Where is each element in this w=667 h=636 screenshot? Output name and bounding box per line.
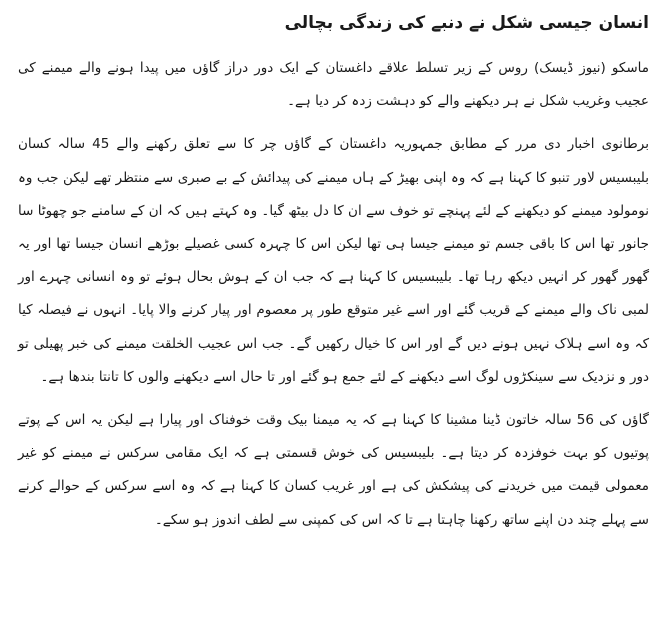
article-paragraph-intro: ماسکو (نیوز ڈیسک) روس کے زیر تسلط علاقے داغستان کے ایک دور دراز گاؤں میں پیدا ہونے والے میمنے کی عجیب وغریب شکل نے ہر دیکھنے والے کو دہشت زدہ کر دیا ہے۔ bbox=[18, 60, 649, 110]
article-paragraph-circus-offer: گاؤں کی 56 سالہ خاتون ڈینا مشینا کا کہنا ہے کہ یہ میمنا بیک وقت خوفناک اور پیارا ہے لیکن یہ اس کے پوتے پوتیوں کو بہت خوفزدہ کر دیتا ہے۔ بلیبسیس کی خوش قسمتی ہے کہ ایک مقامی سرکس نے میمنے کو غیر معمولی قیمت میں خریدنے کی پیشکش کی ہے اور غریب کسان کا کہنا ہے کہ وہ اسے سرکس کے حوالے کرنے سے پہلے چند دن اپنے ساتھ رکھنا چاہتا ہے تا کہ اس کی کمپنی سے لطف اندوز ہو سکے۔ bbox=[18, 412, 649, 528]
article-headline: انسان جیسی شکل نے دنبے کی زندگی بچالی bbox=[284, 13, 649, 33]
article-paragraph-farmer-account: برطانوی اخبار دی مرر کے مطابق جمہوریہ داغستان کے گاؤں چر کا سے تعلق رکھنے والے 45 سالہ کسان بلیبسیس لاور تنبو کا کہنا ہے کہ وہ اپنی بھیڑ کے ہاں میمنے کی پیدائش کے بے صبری سے منتظر تھے لیکن جب وہ نومولود میمنے کو دیکھنے کے لئے پہنچے تو خوف سے ان کا دل بیٹھ گیا۔ وہ کہتے ہیں کہ ان کے سامنے جو چھوٹا سا جانور تھا اس کا باقی جسم تو میمنے جیسا ہی تھا لیکن اس کا چہرہ کسی غصیلے بوڑھے انسان جیسا تھا اور یہ گھور گھور کر انہیں دیکھ رہا تھا۔ بلیبسیس کا کہنا ہے کہ جب ان کے ہوش بحال ہوئے تو وہ انسانی چہرے اور لمبی ناک والے میمنے کے قریب گئے اور اسے غیر متوقع طور پر معصوم اور پیار کرنے والا پایا۔ انہوں نے فیصلہ کیا کہ وہ اسے ہلاک نہیں ہونے دیں گے اور اس کا خیال رکھیں گے۔ جب اس عجیب الخلقت میمنے کی خبر پھیلی تو دور و نزدیک سے سینکڑوں لوگ اسے دیکھنے کے لئے جمع ہو گئے اور تا حال اسے دیکھنے والوں کا تانتا بندھا ہے۔ bbox=[18, 136, 650, 385]
